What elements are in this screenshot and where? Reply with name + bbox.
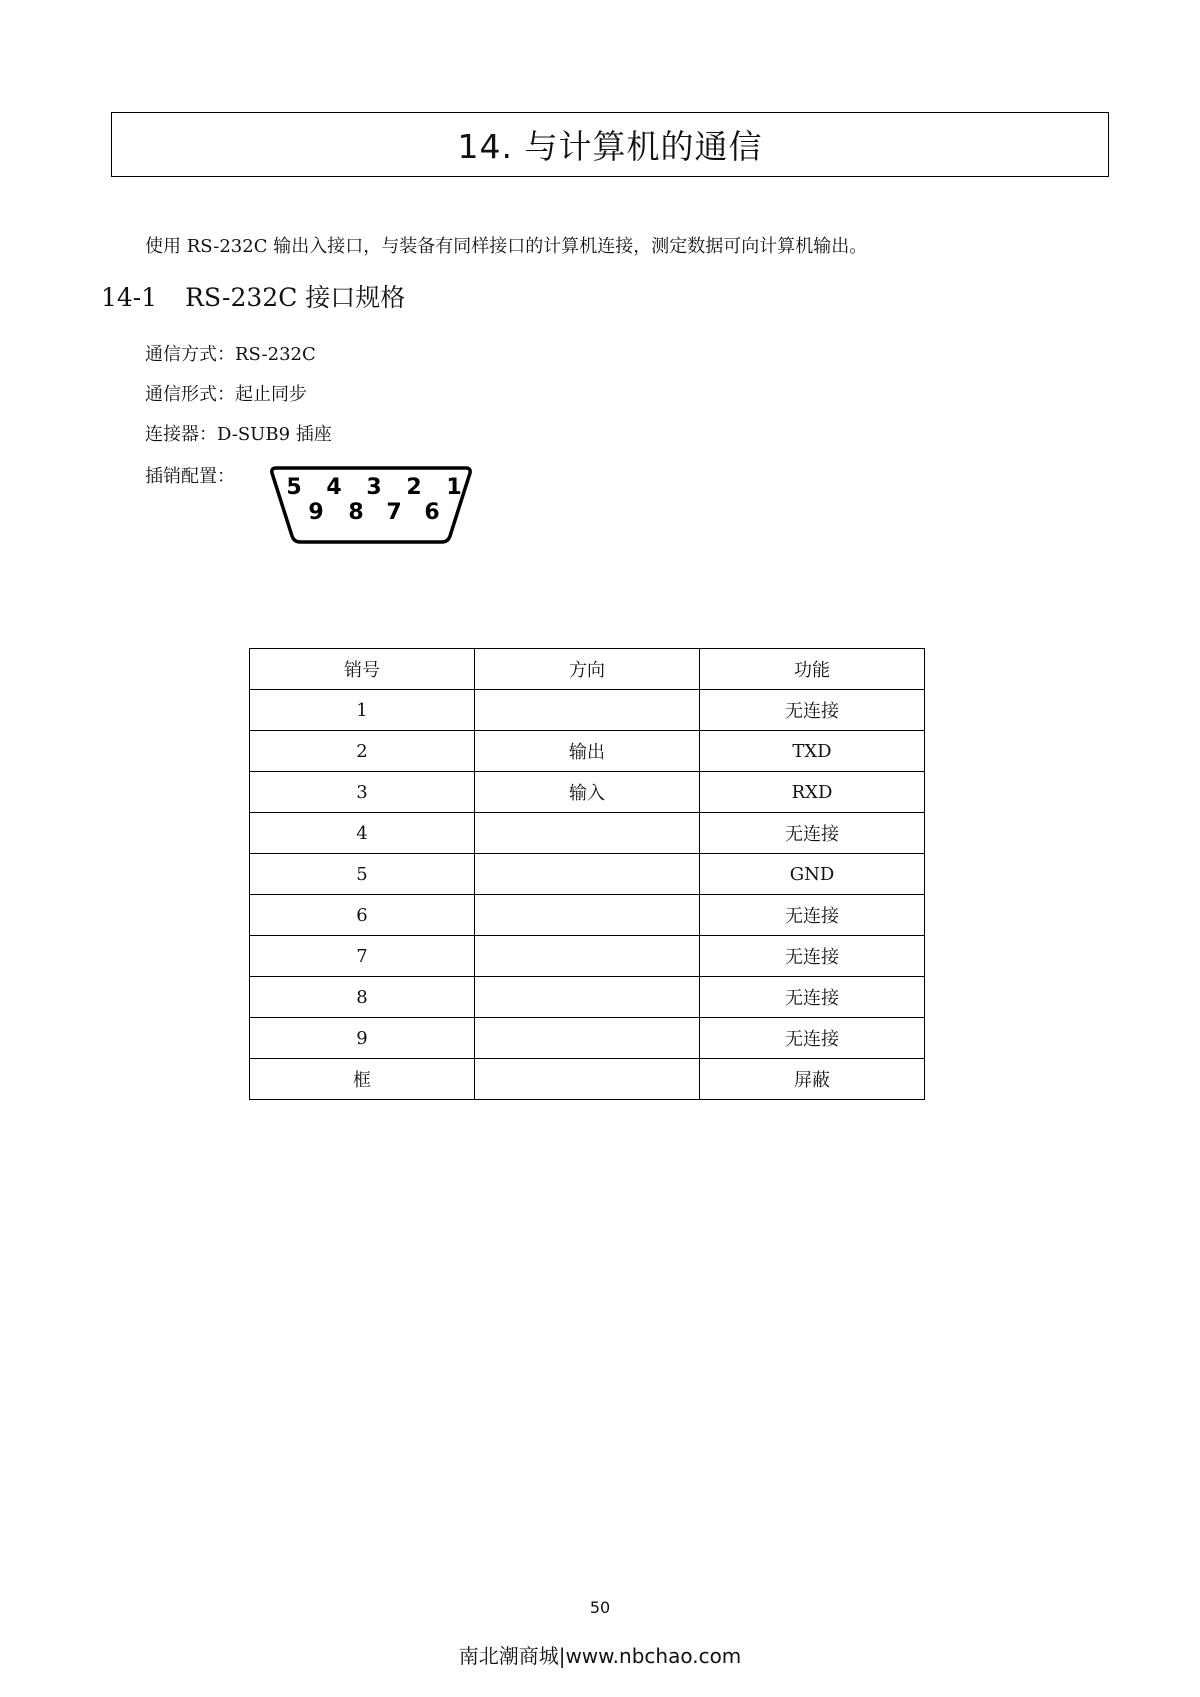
cell-direction [475,895,700,936]
section-number: 14-1 [101,283,158,312]
cell-pin: 8 [250,977,475,1018]
pin-label: 2 [406,475,422,500]
cell-direction [475,854,700,895]
pin-label: 5 [286,475,302,500]
cell-function: 无连接 [700,1018,925,1059]
cell-direction [475,977,700,1018]
table-row [250,813,925,854]
cell-pin: 框 [250,1059,475,1100]
header-pin-number: 销号 [250,649,475,690]
table-header-row [250,649,925,690]
table-row [250,1059,925,1100]
spec-connector: 连接器：D-SUB9 插座 [145,424,332,445]
cell-direction [475,690,700,731]
pin-label: 8 [348,500,364,525]
footer-watermark: 南北潮商城|www.nbchao.com [458,1644,742,1668]
cell-function: 无连接 [700,977,925,1018]
cell-function: GND [700,854,925,895]
cell-function: RXD [700,772,925,813]
cell-function: TXD [700,731,925,772]
cell-pin: 1 [250,690,475,731]
table-row [250,977,925,1018]
cell-function: 屏蔽 [700,1059,925,1100]
header-direction: 方向 [475,649,700,690]
cell-pin: 4 [250,813,475,854]
pin-label: 4 [326,475,342,500]
table-row [250,936,925,977]
table-row [250,854,925,895]
chapter-title: 14. 与计算机的通信 [457,127,763,166]
cell-direction [475,1059,700,1100]
cell-pin: 6 [250,895,475,936]
cell-direction [475,813,700,854]
pin-label: 7 [386,500,402,525]
pin-label: 9 [308,500,324,525]
header-function: 功能 [700,649,925,690]
cell-function: 无连接 [700,813,925,854]
page-number: 50 [589,1598,611,1617]
spec-comm-method: 通信方式：RS-232C [145,344,316,365]
table-row [250,772,925,813]
spec-comm-form: 通信形式：起止同步 [145,384,307,405]
table-row [250,1018,925,1059]
pin-assignment-table [249,648,925,1100]
cell-pin: 5 [250,854,475,895]
intro-paragraph: 使用 RS-232C 输出入接口，与装备有同样接口的计算机连接，测定数据可向计算机输出。 [145,236,868,257]
cell-direction: 输出 [475,731,700,772]
pin-label: 3 [366,475,382,500]
cell-pin: 9 [250,1018,475,1059]
cell-pin: 3 [250,772,475,813]
pin-label: 6 [424,500,440,525]
cell-direction [475,936,700,977]
chapter-title-box [111,112,1109,177]
section-heading [101,278,405,314]
db9-connector-diagram [268,464,474,546]
table-row [250,895,925,936]
table-row [250,690,925,731]
cell-pin: 2 [250,731,475,772]
cell-function: 无连接 [700,936,925,977]
pin-label: 1 [446,475,462,500]
spec-pin-layout: 插销配置： [145,466,235,487]
cell-direction [475,1018,700,1059]
table-row [250,731,925,772]
section-title: RS-232C 接口规格 [185,283,406,312]
cell-function: 无连接 [700,690,925,731]
cell-function: 无连接 [700,895,925,936]
cell-pin: 7 [250,936,475,977]
cell-direction: 输入 [475,772,700,813]
